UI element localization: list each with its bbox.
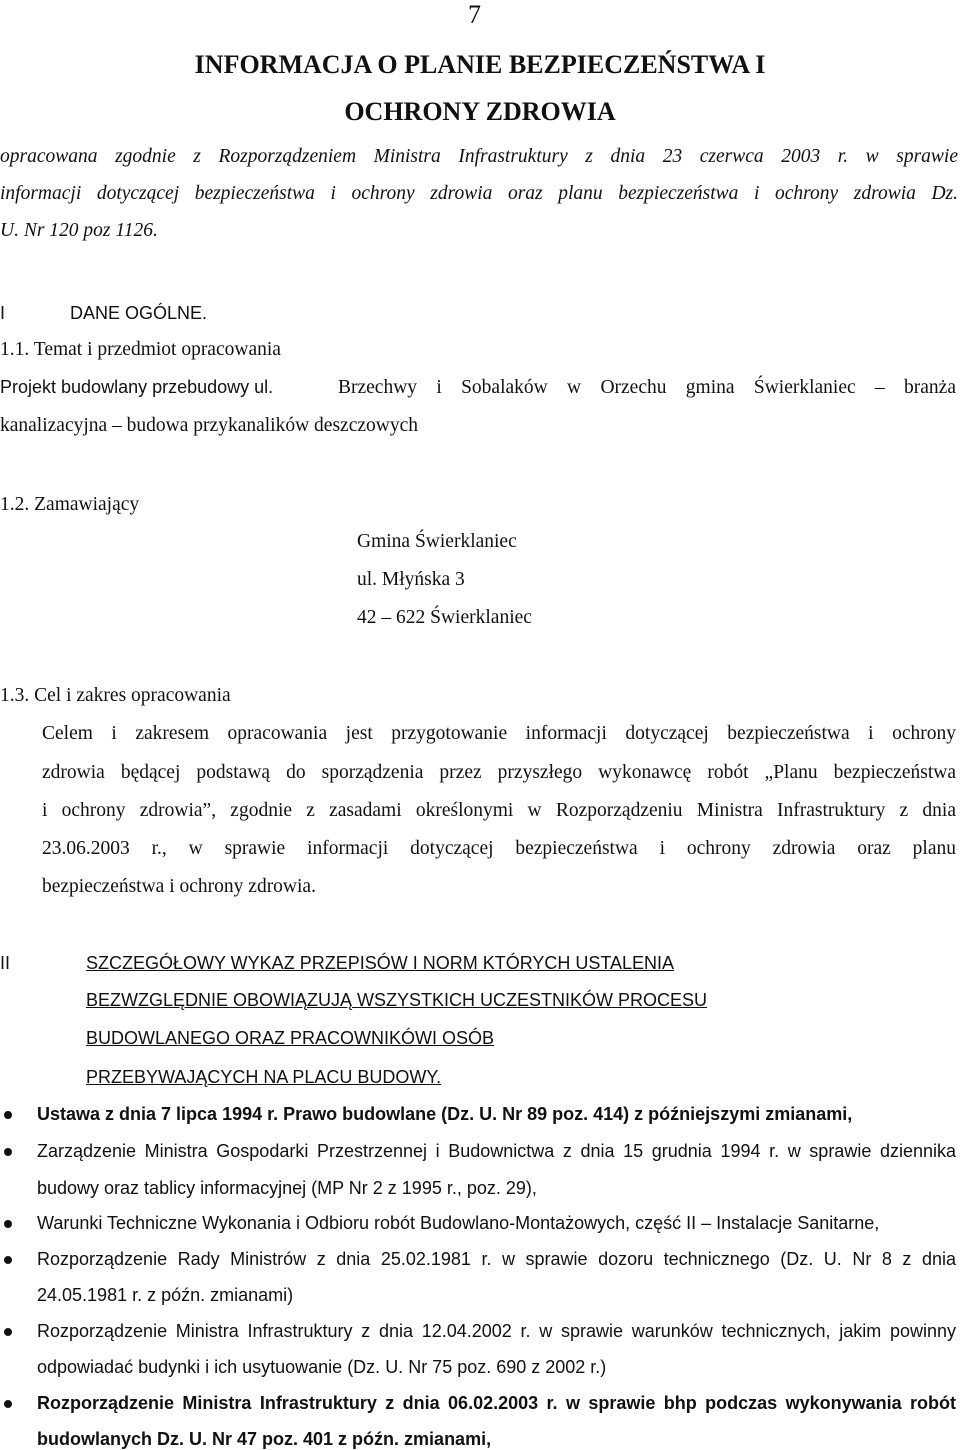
section-1-2-heading: 1.2. Zamawiający <box>0 494 140 515</box>
list-item-6-line-2: budowlanych Dz. U. Nr 47 poz. 401 z późn. zmianami, <box>37 1429 492 1449</box>
list-item-6-line-1: Rozporządzenie Ministra Infrastruktury z dnia 06.02.2003 r. w sprawie bhp podczas wykonywania robót <box>37 1393 956 1413</box>
section-2-heading-line-4: PRZEBYWAJĄCYCH NA PLACU BUDOWY. <box>86 1067 442 1087</box>
list-item-4-line-1: Rozporządzenie Rady Ministrów z dnia 25.02.1981 r. w sprawie dozoru technicznego (Dz. U. Nr 8 z dnia <box>37 1249 956 1269</box>
list-item-2-line-2: budowy oraz tablicy informacyjnej (MP Nr 2 z 1995 r., poz. 29), <box>37 1178 537 1198</box>
document-title-line-2: OCHRONY ZDROWIA <box>344 97 616 126</box>
section-1-heading: DANE OGÓLNE. <box>70 303 208 323</box>
client-city: 42 – 622 Świerklaniec <box>357 607 532 628</box>
section-2-numeral: II <box>0 953 11 973</box>
intro-line-3: U. Nr 120 poz 1126. <box>0 220 158 241</box>
section-1-3-line-5: bezpieczeństwa i ochrony zdrowia. <box>42 876 316 897</box>
section-1-3-line-4: 23.06.2003 r., w sprawie informacji dotyczącej bezpieczeństwa i ochrony zdrowia oraz planu <box>42 838 956 859</box>
bullet-icon <box>4 1148 12 1156</box>
document-title-line-1: INFORMACJA O PLANIE BEZPIECZEŃSTWA I <box>194 50 766 79</box>
section-1-numeral: I <box>0 303 6 323</box>
bullet-icon <box>4 1220 12 1228</box>
section-1-3-heading: 1.3. Cel i zakres opracowania <box>0 685 231 706</box>
list-item-3-line-1: Warunki Techniczne Wykonania i Odbioru robót Budowlano-Montażowych, część II – Instalacje Sanitarne, <box>37 1213 880 1233</box>
intro-line-1: opracowana zgodnie z Rozporządzeniem Ministra Infrastruktury z dnia 23 czerwca 2003 r. w sprawie <box>0 146 958 167</box>
bullet-icon <box>4 1400 12 1408</box>
section-2-heading-line-2: BEZWZGLĘDNIE OBOWIĄZUJĄ WSZYSTKICH UCZESTNIKÓW PROCESU <box>86 990 708 1010</box>
list-item-4-line-2: 24.05.1981 r. z późn. zmianami) <box>37 1285 294 1305</box>
list-item-2-line-1: Zarządzenie Ministra Gospodarki Przestrzennej i Budownictwa z dnia 15 grudnia 1994 r. w sprawie dziennika <box>37 1141 956 1161</box>
intro-line-2: informacji dotyczącej bezpieczeństwa i ochrony zdrowia oraz planu bezpieczeństwa i ochrony zdrowia Dz. <box>0 183 958 204</box>
section-1-1-line-1-rest: Brzechwy i Sobalaków w Orzechu gmina Świerklaniec – branża <box>338 377 956 398</box>
section-1-1-heading: 1.1. Temat i przedmiot opracowania <box>0 339 281 360</box>
list-item-1-line-1: Ustawa z dnia 7 lipca 1994 r. Prawo budowlane (Dz. U. Nr 89 poz. 414) z późniejszymi zmianami, <box>37 1104 853 1124</box>
client-name: Gmina Świerklaniec <box>357 531 517 552</box>
section-1-3-line-2: zdrowia będącej podstawą do sporządzenia przez przyszłego wykonawcę robót „Planu bezpieczeństwa <box>42 762 956 783</box>
section-1-1-line-2: kanalizacyjna – budowa przykanalików deszczowych <box>0 415 418 436</box>
bullet-icon <box>4 1328 12 1336</box>
list-item-5-line-2: odpowiadać budynki i ich usytuowanie (Dz. U. Nr 75 poz. 690 z 2002 r.) <box>37 1357 607 1377</box>
client-street: ul. Młyńska 3 <box>357 569 465 590</box>
bullet-icon <box>4 1111 12 1119</box>
bullet-icon <box>4 1256 12 1264</box>
page-number: 7 <box>468 0 481 29</box>
section-1-1-line-1-sans: Projekt budowlany przebudowy ul. <box>0 377 274 397</box>
section-2-heading-line-3: BUDOWLANEGO ORAZ PRACOWNIKÓWI OSÓB <box>86 1028 495 1048</box>
section-1-3-line-1: Celem i zakresem opracowania jest przygotowanie informacji dotyczącej bezpieczeństwa i ochrony <box>42 723 956 744</box>
list-item-5-line-1: Rozporządzenie Ministra Infrastruktury z dnia 12.04.2002 r. w sprawie warunków technicznych, jakim powinny <box>37 1321 956 1341</box>
section-2-heading-line-1: SZCZEGÓŁOWY WYKAZ PRZEPISÓW I NORM KTÓRYCH USTALENIA <box>86 953 675 973</box>
section-1-3-line-3: i ochrony zdrowia”, zgodnie z zasadami określonymi w Rozporządzeniu Ministra Infrastruktury z dnia <box>42 800 956 821</box>
